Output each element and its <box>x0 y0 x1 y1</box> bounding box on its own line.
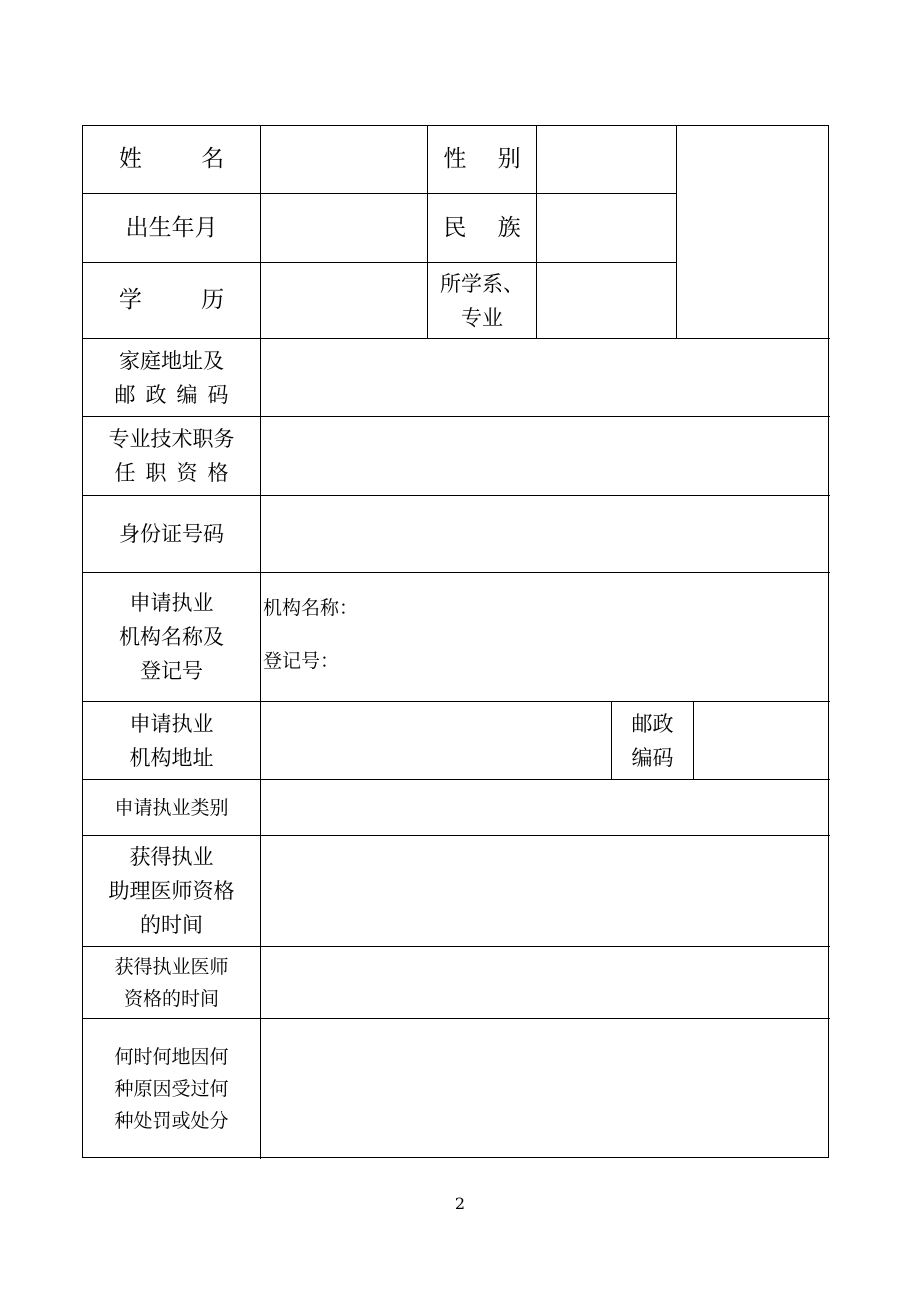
registration-form-table <box>82 125 829 1158</box>
ethnicity-input-cell[interactable] <box>537 194 676 262</box>
postal-code-label-line1: 邮政 <box>631 711 674 736</box>
assistant-qualification-label-cell <box>83 836 260 946</box>
gender-label-cell <box>428 126 536 193</box>
id-number-label: 身份证号码 <box>119 522 224 546</box>
ethnicity-label: 民 族 <box>443 214 533 241</box>
assistant-qualification-label-line3: 的时间 <box>140 913 203 937</box>
physician-qualification-label-line2: 资格的时间 <box>123 987 219 1010</box>
ethnicity-label-cell <box>428 194 536 262</box>
punishment-input-cell[interactable] <box>261 1019 829 1158</box>
institution-name-field-label: 机构名称： <box>263 597 359 619</box>
institution-address-label-line2: 机构地址 <box>129 745 214 770</box>
department-major-label-cell <box>428 263 536 338</box>
birth-label: 出生年月 <box>125 214 218 241</box>
postal-code-label-line2: 编码 <box>631 745 674 770</box>
department-major-label-line2: 专业 <box>461 305 503 330</box>
institution-name-label-line1: 申请执业 <box>129 591 214 615</box>
professional-title-label-line2: 任职资格 <box>114 461 239 485</box>
practice-category-label: 申请执业类别 <box>114 796 229 819</box>
page-number: 2 <box>454 1194 466 1213</box>
birth-label-cell <box>83 194 260 262</box>
home-address-label-line2: 邮政编码 <box>114 382 239 407</box>
home-address-label-line1: 家庭地址及 <box>119 348 224 373</box>
name-input-cell[interactable] <box>261 126 427 193</box>
institution-name-label-line2: 机构名称及 <box>119 625 224 649</box>
home-address-input-cell[interactable] <box>261 339 829 416</box>
id-number-label-cell <box>83 496 260 572</box>
physician-qualification-input-cell[interactable] <box>261 947 829 1018</box>
name-label: 姓 名 <box>118 146 251 172</box>
education-label: 学 历 <box>118 287 251 313</box>
institution-address-label-line1: 申请执业 <box>129 711 214 736</box>
physician-qualification-label-cell <box>83 947 260 1018</box>
practice-category-label-cell <box>83 780 260 835</box>
postal-code-label-cell <box>612 702 693 779</box>
education-label-cell <box>83 263 260 338</box>
professional-title-label-line1: 专业技术职务 <box>108 427 235 451</box>
institution-name-label-line3: 登记号 <box>140 659 203 683</box>
physician-qualification-label-line1: 获得执业医师 <box>114 955 229 978</box>
punishment-label-line2: 种原因受过何 <box>114 1077 229 1100</box>
institution-address-label-cell <box>83 702 260 779</box>
registration-no-field-label: 登记号： <box>263 650 340 672</box>
photo-cell <box>677 126 829 338</box>
punishment-label-line1: 何时何地因何 <box>114 1045 229 1068</box>
assistant-qualification-input-cell[interactable] <box>261 836 829 946</box>
birth-input-cell[interactable] <box>261 194 427 262</box>
postal-code-input-cell[interactable] <box>694 702 829 779</box>
department-major-label-line1: 所学系、 <box>440 271 524 296</box>
name-label-cell <box>83 126 260 193</box>
assistant-qualification-label-line2: 助理医师资格 <box>108 879 235 903</box>
gender-input-cell[interactable] <box>537 126 676 193</box>
education-input-cell[interactable] <box>261 263 427 338</box>
practice-category-input-cell[interactable] <box>261 780 829 835</box>
institution-info-input-cell[interactable] <box>261 573 829 701</box>
department-major-input-cell[interactable] <box>537 263 676 338</box>
professional-title-input-cell[interactable] <box>261 417 829 495</box>
institution-name-label-cell <box>83 573 260 701</box>
id-number-input-cell[interactable] <box>261 496 829 572</box>
home-address-label-cell <box>83 339 260 416</box>
assistant-qualification-label-line1: 获得执业 <box>129 845 214 869</box>
institution-address-input-cell[interactable] <box>261 702 611 779</box>
punishment-label-cell <box>83 1019 260 1158</box>
gender-label: 性 别 <box>443 146 533 172</box>
punishment-label-line3: 种处罚或处分 <box>114 1109 229 1132</box>
professional-title-label-cell <box>83 417 260 495</box>
